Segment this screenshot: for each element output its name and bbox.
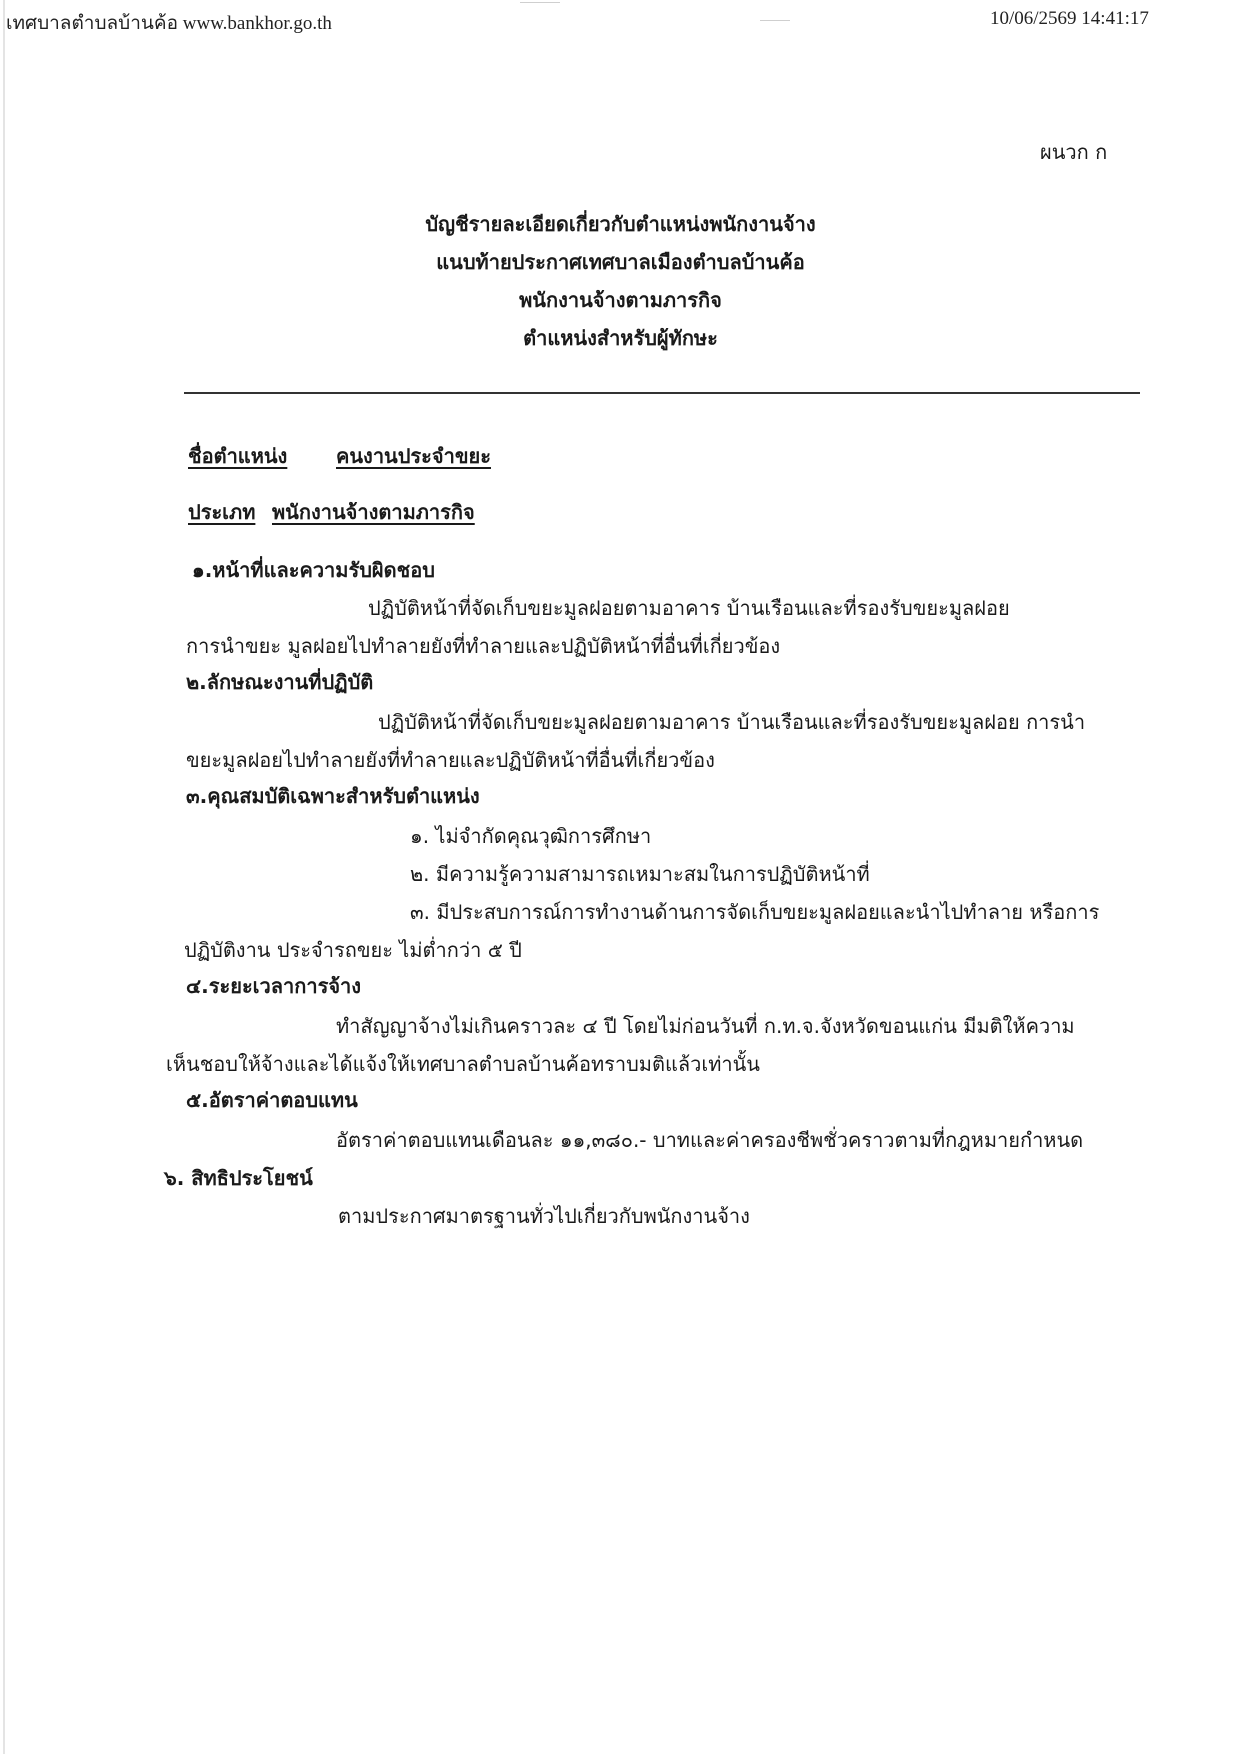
section-2-line-1: ปฏิบัติหน้าที่จัดเก็บขยะมูลฝอยตามอาคาร บ้านเรือนและที่รองรับขยะมูลฝอย การนำ <box>378 710 1086 734</box>
type-value: พนักงานจ้างตามภารกิจ <box>272 500 475 524</box>
section-5-heading: ๕.อัตราค่าตอบแทน <box>186 1088 358 1112</box>
section-1-heading: ๑.หน้าที่และความรับผิดชอบ <box>192 558 435 582</box>
section-4-heading: ๔.ระยะเวลาการจ้าง <box>186 974 362 998</box>
position-value: คนงานประจำขยะ <box>336 444 491 468</box>
section-6-line: ตามประกาศมาตรฐานทั่วไปเกี่ยวกับพนักงานจ้าง <box>338 1204 750 1228</box>
divider <box>184 392 1140 394</box>
section-3-heading: ๓.คุณสมบัติเฉพาะสำหรับตำแหน่ง <box>186 784 480 808</box>
header-site: เทศบาลตำบลบ้านค้อ www.bankhor.go.th <box>6 13 332 34</box>
section-2-line-2: ขยะมูลฝอยไปทำลายยังที่ทำลายและปฏิบัติหน้าที่อื่นที่เกี่ยวข้อง <box>186 748 715 772</box>
section-5-line: อัตราค่าตอบแทนเดือนละ ๑๑,๓๘๐.- บาทและค่าครองชีพชั่วคราวตามที่กฎหมายกำหนด <box>336 1128 1084 1152</box>
title-line-4: ตำแหน่งสำหรับผู้ทักษะ <box>523 326 718 350</box>
title-line-1: บัญชีรายละเอียดเกี่ยวกับตำแหน่งพนักงานจ้าง <box>425 212 816 236</box>
section-4-line-2: เห็นชอบให้จ้างและได้แจ้งให้เทศบาลตำบลบ้านค้อทราบมติแล้วเท่านั้น <box>166 1052 760 1076</box>
qualification-item-3: ๓. มีประสบการณ์การทำงานด้านการจัดเก็บขยะมูลฝอยและนำไปทำลาย หรือการ <box>410 900 1100 924</box>
type-label: ประเภท <box>188 500 256 524</box>
position-label: ชื่อตำแหน่ง <box>188 444 288 468</box>
section-1-line-1: ปฏิบัติหน้าที่จัดเก็บขยะมูลฝอยตามอาคาร บ้านเรือนและที่รองรับขยะมูลฝอย <box>368 596 1010 620</box>
title-line-2: แนบท้ายประกาศเทศบาลเมืองตำบลบ้านค้อ <box>436 250 805 274</box>
header-datetime: 10/06/2569 14:41:17 <box>990 8 1149 29</box>
scan-mark <box>520 2 560 3</box>
title-line-3: พนักงานจ้างตามภารกิจ <box>519 288 722 312</box>
qualification-item-2: ๒. มีความรู้ความสามารถเหมาะสมในการปฏิบัติหน้าที่ <box>410 862 870 886</box>
scan-mark <box>760 20 790 21</box>
qualification-item-1: ๑. ไม่จำกัดคุณวุฒิการศึกษา <box>410 824 652 848</box>
section-4-line-1: ทำสัญญาจ้างไม่เกินคราวละ ๔ ปี โดยไม่ก่อนวันที่ ก.ท.จ.จังหวัดขอนแก่น มีมติให้ความ <box>336 1014 1075 1038</box>
section-2-heading: ๒.ลักษณะงานที่ปฏิบัติ <box>186 670 374 694</box>
section-6-heading: ๖. สิทธิประโยชน์ <box>164 1166 313 1190</box>
annex-label: ผนวก ก <box>1040 140 1108 164</box>
section-1-line-2: การนำขยะ มูลฝอยไปทำลายยังที่ทำลายและปฏิบัติหน้าที่อื่นที่เกี่ยวข้อง <box>186 634 781 658</box>
qualification-item-3-continuation: ปฏิบัติงาน ประจำรถขยะ ไม่ต่ำกว่า ๕ ปี <box>184 938 522 962</box>
